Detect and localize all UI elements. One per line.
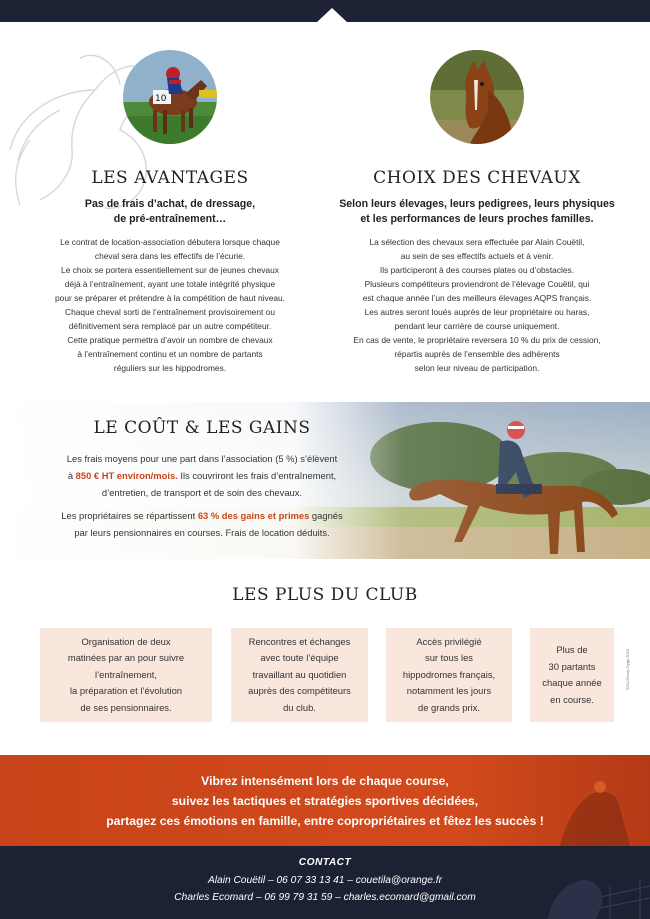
cost-text-fragment: d’entretien, de transport et de soin des chevaux. xyxy=(101,487,303,498)
benefits-text-line: Cette pratique permettra d’avoir un nombre de chevaux xyxy=(67,335,273,345)
club-card-line: matinées par an pour suivre xyxy=(67,652,185,664)
benefits-lead-line: Pas de frais d’achat, de dressage, xyxy=(84,198,256,210)
club-card-line: chaque année xyxy=(542,677,602,688)
contact-title: CONTACT xyxy=(298,857,352,868)
benefits-body xyxy=(24,235,316,375)
club-card-line: la préparation et l’évolution xyxy=(69,685,183,697)
benefits-lead-line: de pré-entraînement… xyxy=(113,213,227,225)
horses-text-line: Plusieurs compétiteurs proviendront de l’élevage Couëtil, qui xyxy=(364,279,590,289)
benefits-text-line: à l’entraînement continu et un nombre de partants xyxy=(77,349,263,359)
cost-text xyxy=(22,418,382,541)
svg-text:10: 10 xyxy=(155,94,167,104)
club-card-line: de ses pensionnaires. xyxy=(80,701,172,713)
benefits-text-line: cheval sera dans les effectifs de l’écurie. xyxy=(94,251,246,261)
cost-text-fragment: par leurs pensionnaires en courses. Frais de location déduits. xyxy=(74,527,330,538)
contact-block xyxy=(0,857,650,906)
horses-lead-line: et les performances de leurs proches familles. xyxy=(360,213,594,225)
club-card-line: Accès privilégié xyxy=(416,635,482,647)
photo-credit: ©GL/Scoop Dyga 2023 xyxy=(625,648,630,690)
benefits-text-line: réguliers sur les hippodromes. xyxy=(113,363,227,373)
top-notch xyxy=(317,8,347,22)
club-card-line: Organisation de deux xyxy=(81,635,171,647)
club-card-line: 30 partants xyxy=(548,660,596,672)
benefits-section xyxy=(24,168,316,375)
club-card-line: en course. xyxy=(550,693,594,705)
emotion-banner xyxy=(0,755,650,846)
horse-portrait-photo xyxy=(430,50,524,144)
club-card-line: Rencontres et échanges xyxy=(248,635,351,647)
gains-share-highlight: 63 % des gains et primes xyxy=(197,510,310,521)
club-card-line: auprès des compétiteurs xyxy=(248,685,351,697)
club-card-line: sur tous les xyxy=(425,652,473,664)
contact-line[interactable]: Alain Couëtil – 06 07 33 13 41 – couetila@orange.fr xyxy=(207,875,443,886)
contact-line[interactable]: Charles Ecomard – 06 99 79 31 59 – charles.ecomard@gmail.com xyxy=(174,892,476,903)
club-title: LES PLUS DU CLUB xyxy=(232,585,418,605)
benefits-text-line: Le contrat de location-association débutera lorsque chaque xyxy=(60,237,280,247)
club-card xyxy=(40,628,212,722)
cost-text-fragment: gagnés xyxy=(309,510,343,521)
cost-text-fragment: à xyxy=(67,470,76,481)
club-card-line: de grands prix. xyxy=(417,701,480,713)
club-card-line: l’entraînement, xyxy=(94,668,157,680)
horses-text-line: Les autres seront loués auprès de leur propriétaire ou haras, xyxy=(364,307,590,317)
benefits-text-line: définitivement sera remplacé par un autre compétiteur. xyxy=(68,321,272,331)
benefits-text-line: Chaque cheval sorti de l’entraînement provisoirement ou xyxy=(65,307,275,317)
contact-footer xyxy=(0,846,650,919)
horses-text-line: La sélection des chevaux sera effectuée par Alain Couëtil, xyxy=(369,237,585,247)
racing-jockey-photo xyxy=(123,50,217,144)
horses-text-line: Ils participeront à des courses plates ou d’obstacles. xyxy=(379,265,575,275)
benefits-text-line: Le choix se portera essentiellement sur de jeunes chevaux xyxy=(61,265,279,275)
benefits-title: LES AVANTAGES xyxy=(91,168,249,188)
horses-body xyxy=(326,235,628,375)
horses-text-line: pendant leur carrière de course uniquement. xyxy=(394,321,560,331)
club-card-line: notamment les jours xyxy=(406,685,492,697)
club-card-line: avec toute l’équipe xyxy=(260,652,339,664)
banner-line: suivez les tactiques et stratégies sportives décidées, xyxy=(171,794,479,808)
club-card-line: hippodromes français, xyxy=(402,668,496,680)
horses-text-line: selon leur niveau de participation. xyxy=(414,363,540,373)
cost-text-fragment: Ils couvriront les frais d’entraînement, xyxy=(177,470,337,481)
club-card xyxy=(530,628,614,722)
banner-line: Vibrez intensément lors de chaque course, xyxy=(201,774,449,788)
banner-line: partagez ces émotions en famille, entre copropriétaires et fêtez les succès ! xyxy=(106,814,544,828)
horses-text-line: En cas de vente, le propriétaire reversera 10 % du prix de cession, xyxy=(353,335,601,345)
horses-lead xyxy=(326,197,628,227)
horses-text-line: est chaque année l’un des meilleurs élevages AQPS français. xyxy=(362,293,592,303)
cost-paragraph-1 xyxy=(22,450,382,501)
cost-section xyxy=(0,402,650,559)
horses-section xyxy=(326,168,628,375)
cost-title: LE COÛT & LES GAINS xyxy=(93,418,311,438)
benefits-text-line: pour se préparer et prétendre à la compétition de haut niveau. xyxy=(55,293,285,303)
benefits-text-line: déjà à l’entraînement, ayant une totale intégrité physique xyxy=(64,279,276,289)
horses-lead-line: Selon leurs élevages, leurs pedigrees, leurs physiques xyxy=(339,198,615,210)
cost-text-fragment: Les frais moyens pour une part dans l’association (5 %) s’élèvent xyxy=(66,453,338,464)
horses-text-line: répartis auprès de l’ensemble des adhérents xyxy=(394,349,560,359)
club-card-line: travaillant au quotidien xyxy=(252,668,347,680)
club-card-line: du club. xyxy=(283,701,316,713)
benefits-lead xyxy=(24,197,316,227)
cost-paragraph-2 xyxy=(22,507,382,541)
club-card xyxy=(231,628,368,722)
horses-title: CHOIX DES CHEVAUX xyxy=(373,168,581,188)
horses-text-line: au sein de ses effectifs actuels et à venir. xyxy=(400,251,554,261)
cost-text-fragment: Les propriétaires se répartissent xyxy=(61,510,198,521)
banner-text xyxy=(0,771,650,831)
club-card-line: Plus de xyxy=(556,644,588,655)
club-card xyxy=(386,628,512,722)
monthly-fee-highlight: 850 € HT environ/mois. xyxy=(75,470,178,481)
